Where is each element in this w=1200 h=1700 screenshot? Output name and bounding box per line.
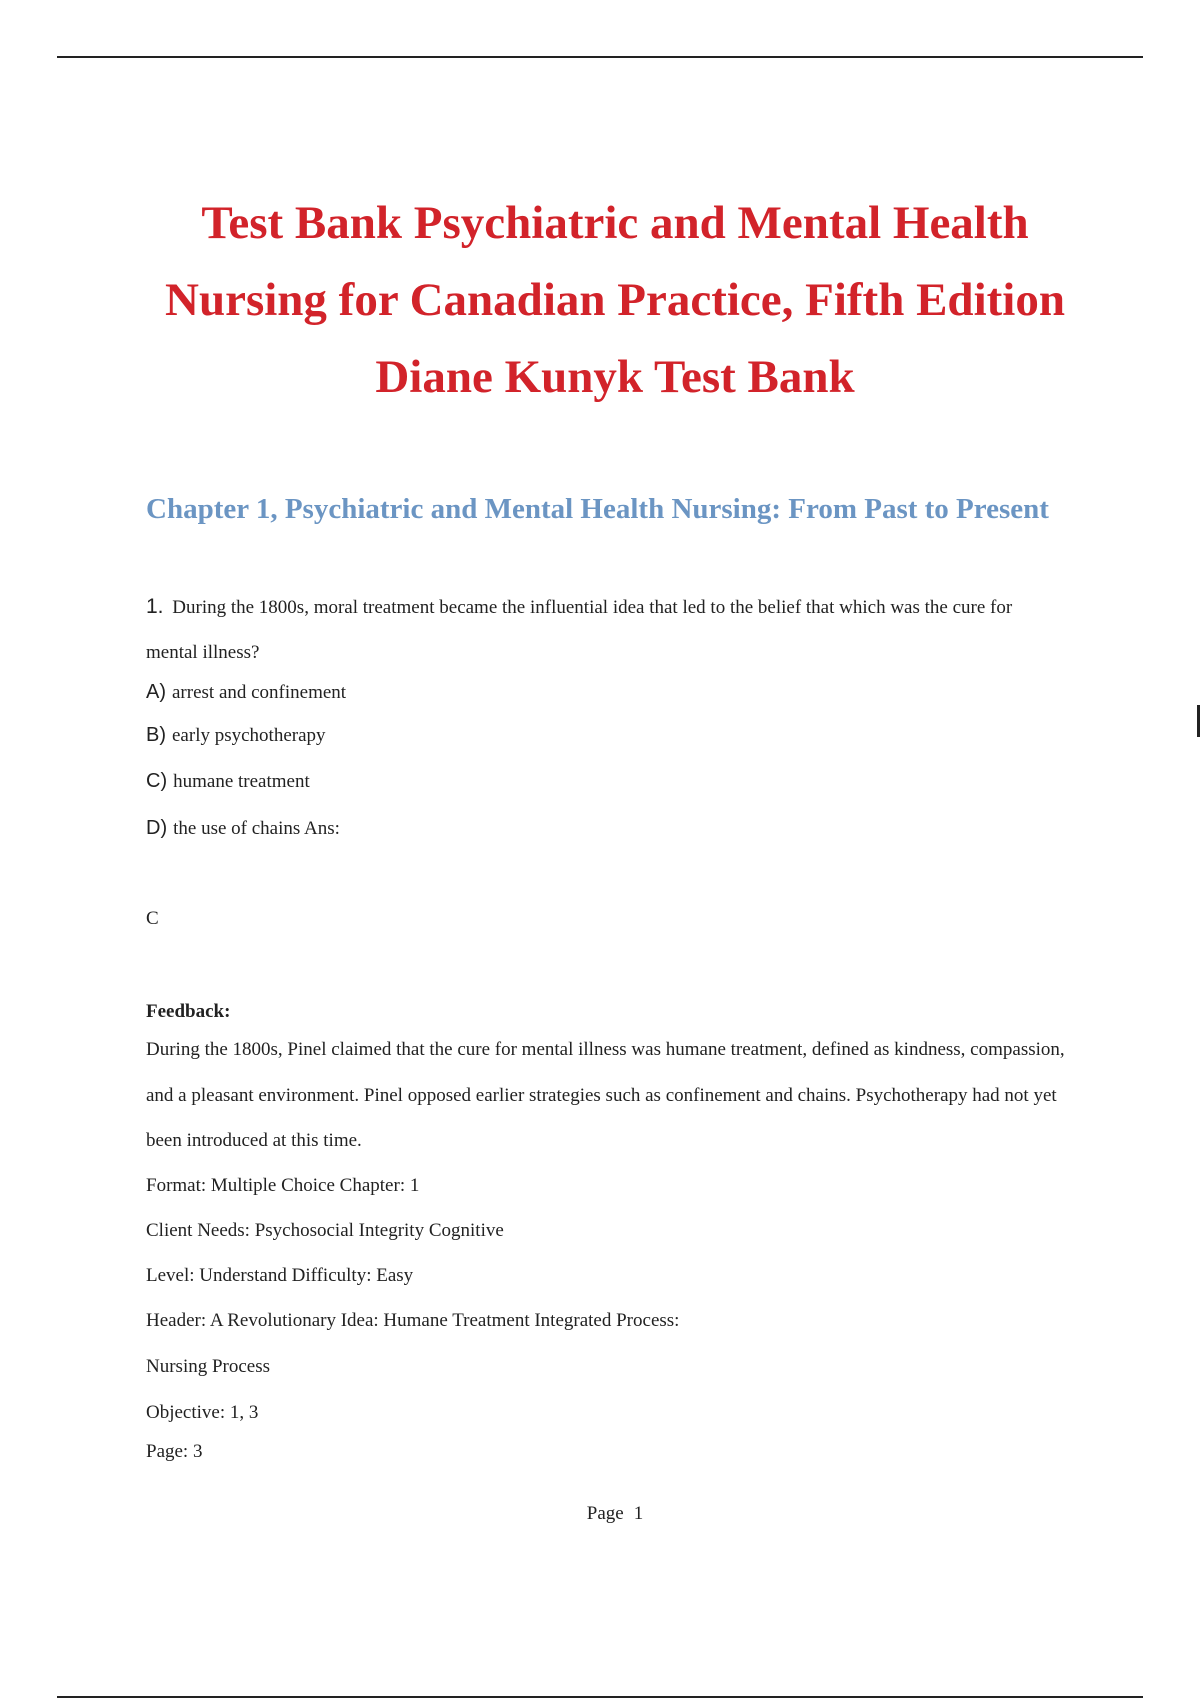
option-text: humane treatment (173, 771, 310, 792)
question-text: During the 1800s, moral treatment became the influential idea that led to the belief that which was the cure for mental illness? (146, 597, 1013, 663)
document-title (0, 185, 1200, 416)
title-line: Nursing for Canadian Practice, Fifth Edition (165, 274, 1065, 326)
option-letter: C) (146, 770, 168, 792)
page-label: Page (586, 1503, 624, 1524)
feedback-label: Feedback: (146, 1001, 231, 1022)
meta-integrated-process: Nursing Process (146, 1356, 271, 1377)
answer-value: C (146, 908, 159, 929)
question-stem (146, 584, 1066, 675)
feedback-text: During the 1800s, Pinel claimed that the cure for mental illness was humane treatment, defined as kindness, compassion, and a pleasant environment. Pinel opposed earlier strategies such as confinement and chains. Psychotherapy had not yet been introduced at this time. (146, 1039, 1065, 1151)
option-text: the use of chains Ans: (173, 818, 340, 839)
page-footer (0, 1499, 1200, 1529)
answer-option-c (146, 766, 310, 797)
meta-header: Header: A Revolutionary Idea: Humane Treatment Integrated Process: (146, 1310, 680, 1331)
bottom-rule (57, 1696, 1143, 1698)
option-letter: D) (146, 817, 168, 839)
question-number: 1. (146, 595, 164, 618)
title-line: Test Bank Psychiatric and Mental Health (201, 197, 1029, 249)
option-text: early psychotherapy (172, 725, 326, 746)
meta-page: Page: 3 (146, 1441, 203, 1462)
answer-option-d (146, 813, 340, 844)
meta-objective: Objective: 1, 3 (146, 1402, 259, 1423)
option-letter: B) (146, 724, 166, 746)
top-rule (57, 56, 1143, 58)
title-line: Diane Kunyk Test Bank (375, 351, 855, 403)
meta-client-needs: Client Needs: Psychosocial Integrity Cognitive (146, 1220, 504, 1241)
meta-format: Format: Multiple Choice Chapter: 1 (146, 1175, 420, 1196)
meta-level: Level: Understand Difficulty: Easy (146, 1265, 414, 1286)
answer-option-a (146, 677, 346, 708)
chapter-heading: Chapter 1, Psychiatric and Mental Health Nursing: From Past to Present (146, 493, 1049, 525)
option-letter: A) (146, 681, 166, 703)
answer-option-b (146, 720, 326, 751)
page-number: 1 (633, 1503, 644, 1524)
option-text: arrest and confinement (172, 682, 347, 703)
